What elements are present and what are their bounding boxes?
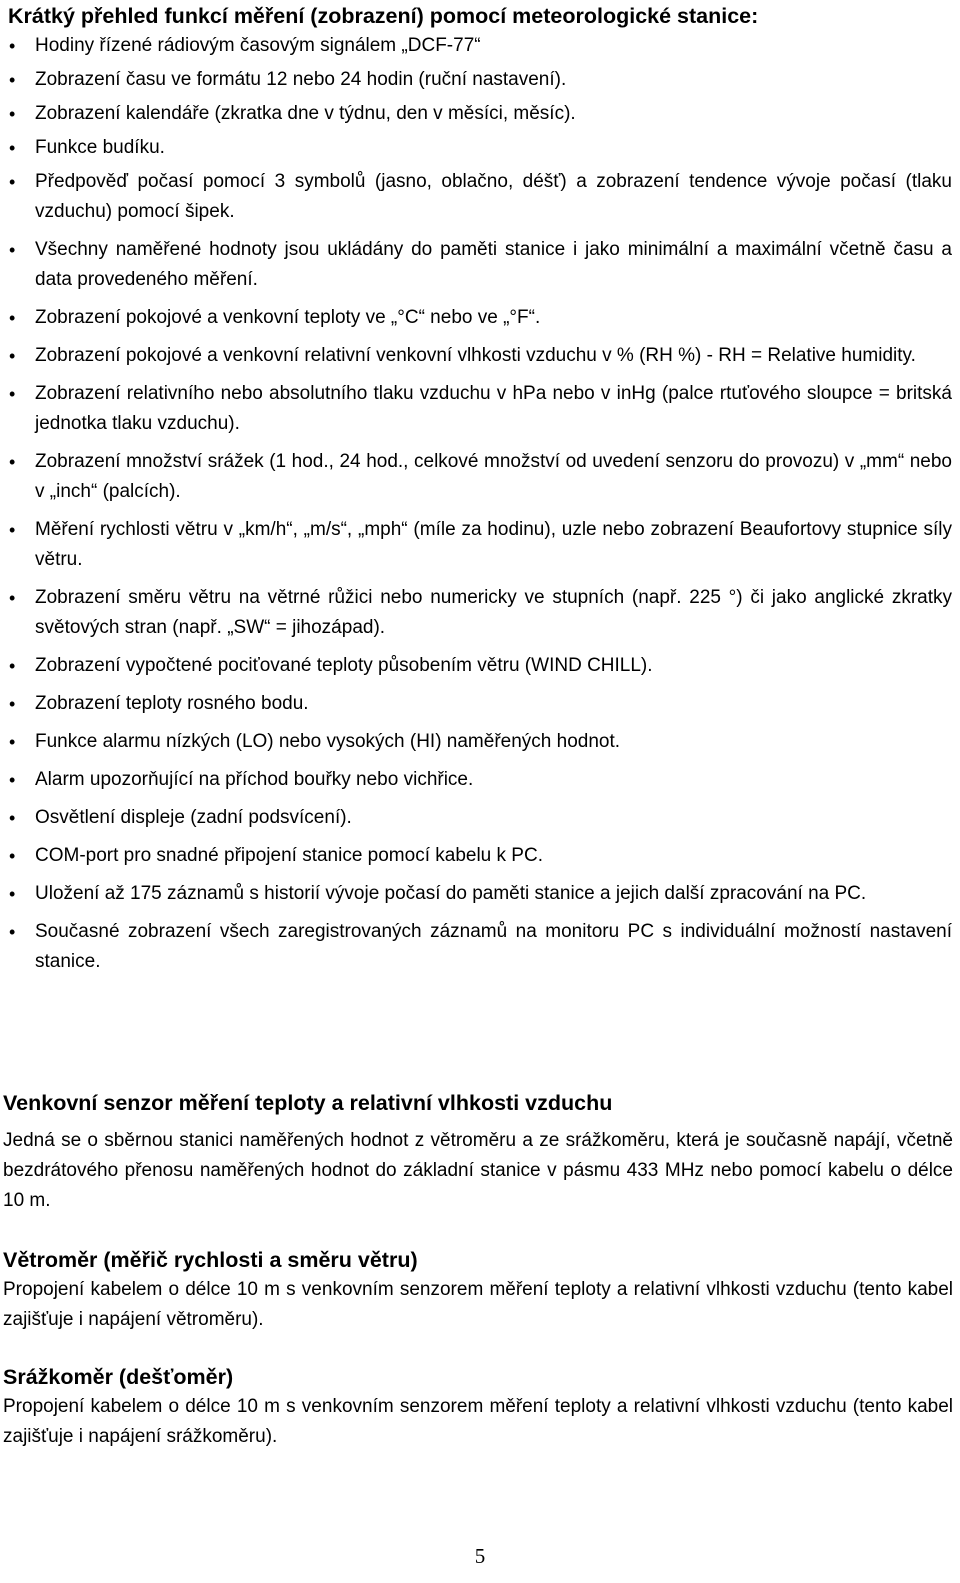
section-heading: Venkovní senzor měření teploty a relativní vlhkosti vzduchu <box>3 1091 613 1115</box>
feature-item-wind-speed: • Měření rychlosti větru v „km/h“, „m/s“, „mph“ (míle za hodinu), uzle nebo zobrazení Beaufortovy stupnice síly větru. <box>0 515 960 575</box>
feature-item-alarm-clock: • Funkce budíku. <box>0 133 960 163</box>
feature-item-wind-direction: • Zobrazení směru větru na větrné růžici nebo numericky ve stupních (např. 225 °) či jako anglické zkratky světových stran (např. „SW“ = jihozápad). <box>0 583 960 643</box>
feature-item-history: • Uložení až 175 záznamů s historií vývoje počasí do paměti stanice a jejich další zpracování na PC. <box>0 879 960 909</box>
section-text: Jedná se o sběrnou stanici naměřených hodnot z větroměru a ze srážkoměru, která je současně napájí, včetně bezdrátového přenosu naměřených hodnot do základní stanice v pásmu 433 MHz nebo pomocí kabelu o délce 10 m. <box>3 1130 953 1211</box>
feature-item-humidity: • Zobrazení pokojové a venkovní relativní venkovní vlhkosti vzduchu v % (RH %) - RH = Relative humidity. <box>0 341 960 371</box>
feature-item-backlight: • Osvětlení displeje (zadní podsvícení). <box>0 803 960 833</box>
section-text: Propojení kabelem o délce 10 m s venkovním senzorem měření teploty a relativní vlhkosti vzduchu (tento kabel zajišťuje i napájení srážkoměru). <box>3 1396 953 1447</box>
feature-item-pressure: • Zobrazení relativního nebo absolutního tlaku vzduchu v hPa nebo v inHg (palce rtuťového sloupce = britská jednotka tlaku vzduchu). <box>0 379 960 439</box>
feature-item-dcf77: • Hodiny řízené rádiovým časovým signálem „DCF-77“ <box>0 31 960 61</box>
feature-item-rainfall: • Zobrazení množství srážek (1 hod., 24 hod., celkové množství od uvedení senzoru do provozu) v „mm“ nebo v „inch“ (palcích). <box>0 447 960 507</box>
feature-item-calendar: • Zobrazení kalendáře (zkratka dne v týdnu, den v měsíci, měsíc). <box>0 99 960 129</box>
section-heading: Srážkoměr (dešťoměr) <box>3 1365 234 1389</box>
feature-item-storm-alarm: • Alarm upozorňující na příchod bouřky nebo vichřice. <box>0 765 960 795</box>
features-list <box>0 31 960 985</box>
page-number: 5 <box>474 1544 486 1568</box>
section-outdoor-sensor <box>3 1088 953 1216</box>
feature-item-com-port: • COM-port pro snadné připojení stanice pomocí kabelu k PC. <box>0 841 960 871</box>
feature-item-temperature: • Zobrazení pokojové a venkovní teploty ve „°C“ nebo ve „°F“. <box>0 303 960 333</box>
feature-item-wind-chill: • Zobrazení vypočtené pociťované teploty působením větru (WIND CHILL). <box>0 651 960 681</box>
feature-item-time-format: • Zobrazení času ve formátu 12 nebo 24 hodin (ruční nastavení). <box>0 65 960 95</box>
feature-item-pc-display: • Současné zobrazení všech zaregistrovaných záznamů na monitoru PC s individuální možností nastavení stanice. <box>0 917 960 977</box>
feature-item-memory: • Všechny naměřené hodnoty jsou ukládány do paměti stanice i jako minimální a maximální včetně času a data provedeného měření. <box>0 235 960 295</box>
section-text: Propojení kabelem o délce 10 m s venkovním senzorem měření teploty a relativní vlhkosti vzduchu (tento kabel zajišťuje i napájení větroměru). <box>3 1279 953 1330</box>
feature-item-forecast: • Předpověď počasí pomocí 3 symbolů (jasno, oblačno, déšť) a zobrazení tendence vývoje počasí (tlaku vzduchu) pomocí šipek. <box>0 167 960 227</box>
feature-item-value-alarm: • Funkce alarmu nízkých (LO) nebo vysokých (HI) naměřených hodnot. <box>0 727 960 757</box>
section-anemometer <box>3 1245 953 1335</box>
feature-item-dew-point: • Zobrazení teploty rosného bodu. <box>0 689 960 719</box>
features-heading: Krátký přehled funkcí měření (zobrazení) pomocí meteorologické stanice: <box>8 4 759 28</box>
section-rain-gauge <box>3 1362 953 1452</box>
section-heading: Větroměr (měřič rychlosti a směru větru) <box>3 1248 418 1272</box>
